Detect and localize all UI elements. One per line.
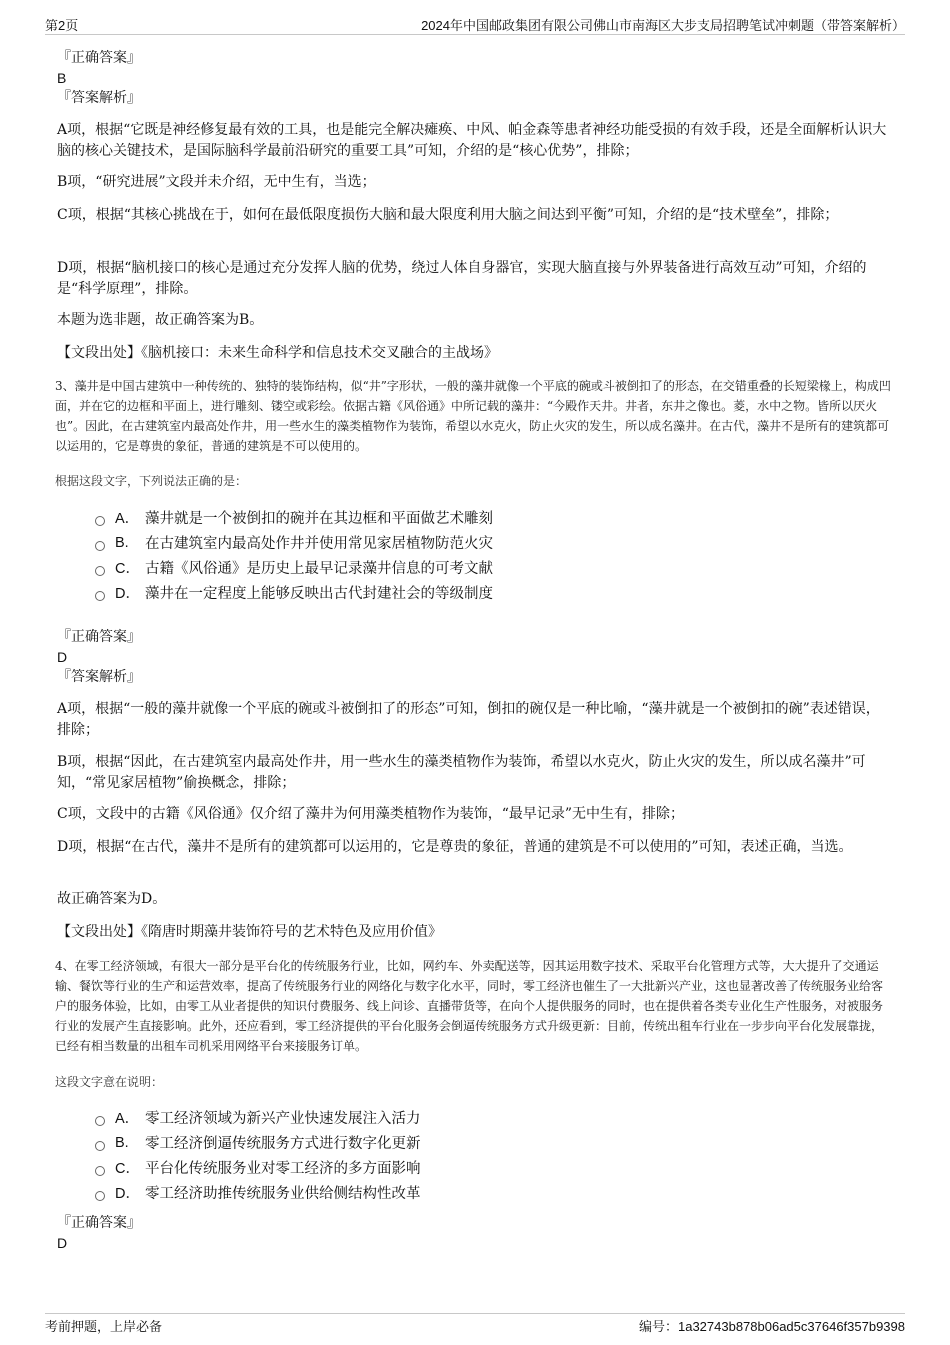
q4-answer-block: [57, 1213, 141, 1253]
source-citation: 【文段出处】《脑机接口：未来生命科学和信息技术交叉融合的主战场》: [57, 345, 498, 361]
analysis-paragraph: C项，根据“其核心挑战在于，如何在最低限度损伤大脑和最大限度利用大脑之间达到平衡”可知，介绍的是“技术壁垒”，排除；: [57, 207, 839, 223]
question-stem: 4、在零工经济领域，有很大一部分是平台化的传统服务行业，比如，网约车、外卖配送等，因其运用数字技术、采取平台化管理方式等，大大提升了交通运输、餐饮等行业的生产和运营效率，提高了传统服务行业的网络化与数字化水平，同时，零工经济也催生了一大批新兴产业，这也显著改善了传统服务业给客户的服务体验，比如，由零工从业者提供的知识付费服务、线上问诊、直播带货等，在向个人提供服务的同时，也在提供着各类专业化生产性服务，对被服务行业的发展产生直接影响。此外，还应看到，零工经济提供的平台化服务会倒逼传统服务方式升级更新：目前，传统出租车行业在一步步向平台化发展靠拢，已经有相当数量的出租车司机采用网络平台来接服务订单。: [55, 959, 884, 1053]
radio-button-icon[interactable]: [95, 541, 105, 551]
document-title: 2024年中国邮政集团有限公司佛山市南海区大步支局招聘笔试冲刺题（带答案解析）: [421, 18, 905, 33]
analysis-label: 『答案解析』: [57, 90, 141, 106]
page-footer: [45, 1313, 905, 1336]
radio-button-icon[interactable]: [95, 1116, 105, 1126]
option-text: 古籍《风俗通》是历史上最早记录藻井信息的可考文献: [145, 561, 493, 577]
option-text: 零工经济领域为新兴产业快速发展注入活力: [145, 1111, 421, 1127]
page-header: [45, 14, 905, 35]
option-text: 藻井在一定程度上能够反映出古代封建社会的等级制度: [145, 586, 493, 602]
analysis-paragraph: A项，根据“它既是神经修复最有效的工具，也是能完全解决瘫痪、中风、帕金森等患者神经功能受损的有效手段，还是全面解析认识大脑的核心关键技术，是国际脑科学最前沿研究的重要工具”可知，介绍的是“核心优势”，排除；: [57, 122, 887, 159]
option-text: 在古建筑室内最高处作井并使用常见家居植物防范火灾: [145, 536, 493, 552]
option-d[interactable]: [95, 1180, 421, 1205]
radio-button-icon[interactable]: [95, 516, 105, 526]
option-text: 零工经济助推传统服务业供给侧结构性改革: [145, 1186, 421, 1202]
analysis-paragraph: D项，根据“在古代，藻井不是所有的建筑都可以运用的，它是尊贵的象征，普通的建筑是不可以使用的”可知，表述正确，当选。: [57, 839, 853, 855]
option-key: D．: [115, 1186, 140, 1202]
option-c[interactable]: [95, 555, 493, 580]
analysis-paragraph: B项，根据“因此，在古建筑室内最高处作井，用一些水生的藻类植物作为装饰，希望以水克火，防止火灾的发生，所以成名藻井”可知，“常见家居植物”偷换概念，排除；: [57, 754, 866, 791]
option-text: 零工经济倒逼传统服务方式进行数字化更新: [145, 1136, 421, 1152]
option-text: 藻井就是一个被倒扣的碗并在其边框和平面做艺术雕刻: [145, 511, 493, 527]
analysis-paragraph: B项，“研究进展”文段并未介绍，无中生有，当选；: [57, 174, 376, 190]
option-a[interactable]: [95, 1105, 421, 1130]
option-key: A．: [115, 1111, 140, 1127]
radio-button-icon[interactable]: [95, 591, 105, 601]
option-a[interactable]: [95, 505, 493, 530]
radio-button-icon[interactable]: [95, 1141, 105, 1151]
radio-button-icon[interactable]: [95, 566, 105, 576]
analysis-paragraph: D项，根据“脑机接口的核心是通过充分发挥人脑的优势，绕过人体自身器官，实现大脑直接与外界装备进行高效互动”可知，介绍的是“科学原理”，排除。: [57, 260, 867, 297]
radio-button-icon[interactable]: [95, 1166, 105, 1176]
answer-label: 『正确答案』: [57, 50, 141, 66]
option-c[interactable]: [95, 1155, 421, 1180]
answer-value: D: [57, 1235, 68, 1251]
footer-slogan: 考前押题，上岸必备: [45, 1319, 163, 1334]
option-d[interactable]: [95, 580, 493, 605]
radio-button-icon[interactable]: [95, 1191, 105, 1201]
page-number: 第2页: [45, 18, 79, 33]
answer-value: D: [57, 649, 68, 665]
option-list: [95, 505, 493, 605]
question-stem: 3、藻井是中国古建筑中一种传统的、独特的装饰结构，似“井”字形状，一般的藻井就像一个平底的碗或斗被倒扣了的形态，在交错重叠的长短梁椽上，构成凹面，并在它的边框和平面上，进行雕刻、镂空或彩绘。依据古籍《风俗通》中所记载的藻井：“今殿作天井。井者，东井之像也。菱，水中之物。皆所以厌火也”。因此，在古建筑室内最高处作井，用一些水生的藻类植物作为装饰，希望以水克火，防止火灾的发生，所以成名藻井。在古代，藻井不是所有的建筑都可以运用的，它是尊贵的象征，普通的建筑是不可以使用的。: [55, 379, 891, 453]
option-key: A．: [115, 511, 140, 527]
q3-answer-block: [57, 627, 141, 687]
source-citation: 【文段出处】《隋唐时期藻井装饰符号的艺术特色及应用价值》: [57, 924, 442, 940]
option-key: C．: [115, 561, 140, 577]
option-b[interactable]: [95, 530, 493, 555]
option-b[interactable]: [95, 1130, 421, 1155]
question-prompt: 根据这段文字，下列说法正确的是：: [55, 474, 248, 488]
option-key: B.: [115, 534, 129, 551]
option-key: D．: [115, 586, 140, 602]
question-prompt: 这段文字意在说明：: [55, 1075, 164, 1089]
analysis-paragraph: C项，文段中的古籍《风俗通》仅介绍了藻井为何用藻类植物作为装饰，“最早记录”无中生有，排除；: [57, 806, 685, 822]
conclusion: 故正确答案为D。: [57, 891, 167, 907]
conclusion: 本题为选非题，故正确答案为B。: [57, 312, 264, 328]
answer-label: 『正确答案』: [57, 1215, 141, 1231]
q2-answer-block: [57, 48, 141, 108]
answer-label: 『正确答案』: [57, 629, 141, 645]
option-list: [95, 1105, 421, 1205]
analysis-label: 『答案解析』: [57, 669, 141, 685]
analysis-paragraph: A项，根据“一般的藻井就像一个平底的碗或斗被倒扣了的形态”可知，倒扣的碗仅是一种比喻，“藻井就是一个被倒扣的碗”表述错误，排除；: [57, 701, 880, 738]
option-key: B.: [115, 1134, 129, 1151]
option-text: 平台化传统服务业对零工经济的多方面影响: [145, 1161, 421, 1177]
document-code: 编号：1a32743b878b06ad5c37646f357b9398: [638, 1319, 905, 1334]
option-key: C．: [115, 1161, 140, 1177]
answer-value: B: [57, 70, 67, 86]
